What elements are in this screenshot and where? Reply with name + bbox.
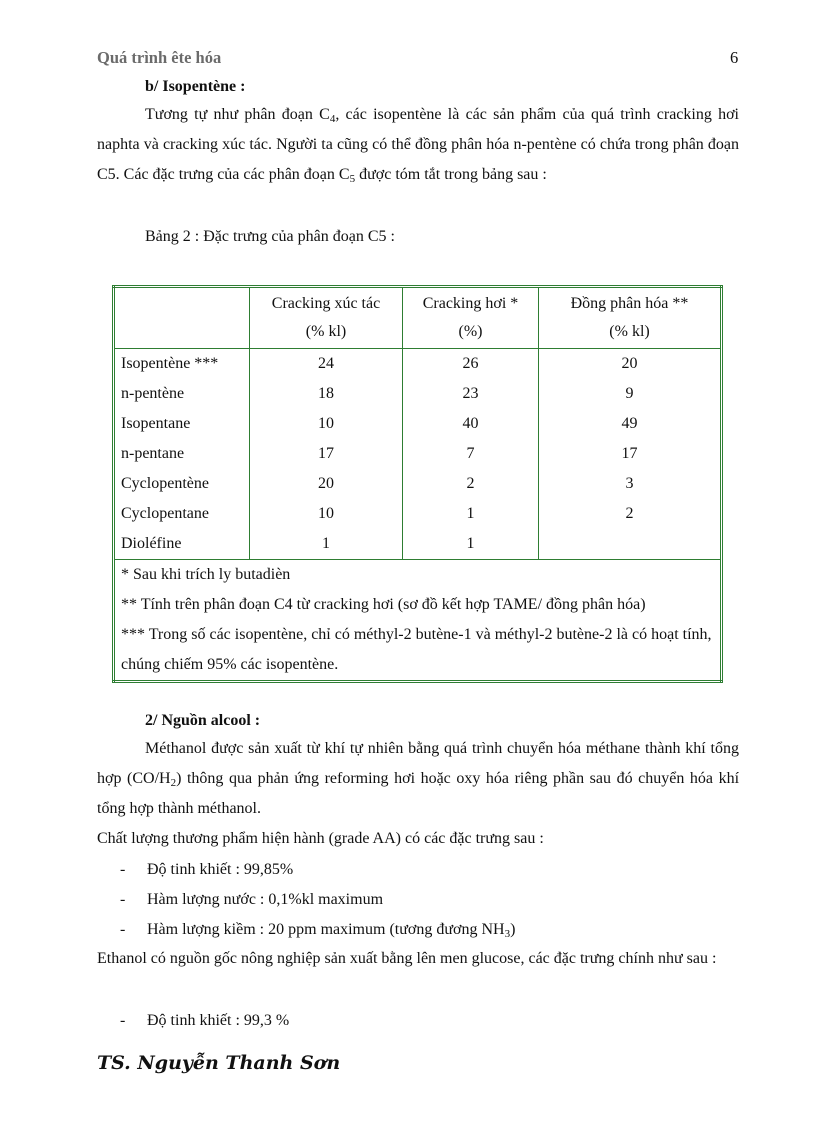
- page-number: 6: [730, 48, 739, 67]
- cell-value: 10: [250, 409, 403, 439]
- cell-value: [539, 529, 722, 560]
- cell-value: 2: [403, 469, 539, 499]
- c5-characteristics-table: [112, 285, 723, 683]
- table-header-empty: [114, 287, 250, 349]
- row-label: Isopentane: [121, 415, 191, 432]
- table-header-row: [114, 287, 722, 349]
- row-label: n-pentène: [121, 385, 185, 402]
- cell-value: 18: [250, 379, 403, 409]
- bullet-item: - Hàm lượng kiềm : 20 ppm maximum (tương đương $NH_3$): [120, 921, 516, 940]
- cell-value: 23: [403, 379, 539, 409]
- table-row: [114, 439, 722, 469]
- row-label: Isopentène ***: [121, 355, 219, 372]
- cell-value: 2: [539, 499, 722, 529]
- cell-value: 1: [250, 529, 403, 560]
- row-label: n-pentane: [121, 445, 185, 462]
- cell-value: 1: [403, 529, 539, 560]
- cell-value: 17: [250, 439, 403, 469]
- cell-value: 26: [403, 349, 539, 380]
- cell-value: 9: [539, 379, 722, 409]
- table-caption: Bảng 2 : Đặc trưng của phân đoạn C5 :: [145, 228, 395, 245]
- cell-value: 49: [539, 409, 722, 439]
- bullet-item: - Độ tinh khiết : 99,85%: [120, 861, 294, 878]
- table-row: [114, 469, 722, 499]
- footer-author: TS. Nguyễn Thanh Sơn: [97, 1052, 341, 1074]
- row-label: Dioléfine: [114, 529, 250, 560]
- cell-value: 40: [403, 409, 539, 439]
- cell-value: 24: [250, 349, 403, 380]
- table-row: [114, 349, 722, 380]
- table-header-col2: Cracking hơi * (%): [403, 287, 539, 349]
- table-notes: [114, 560, 722, 682]
- cell-value: 20: [250, 469, 403, 499]
- section-heading-alcohol-source: 2/ Nguồn alcool :: [145, 712, 261, 729]
- table-row: [114, 409, 722, 439]
- table-header-col1: Cracking xúc tác (% kl): [250, 287, 403, 349]
- table-row: [114, 499, 722, 529]
- bullet-item: - Độ tinh khiết : 99,3 %: [120, 1012, 290, 1029]
- cell-value: 10: [250, 499, 403, 529]
- table-row: [114, 529, 722, 560]
- cell-value: 20: [539, 349, 722, 380]
- table-notes-row: [114, 560, 722, 682]
- table-header-col3: Đồng phân hóa ** (% kl): [539, 287, 722, 349]
- cell-value: 17: [539, 439, 722, 469]
- section-heading-isopentene: b/ Isopentène :: [145, 78, 246, 95]
- cell-value: 3: [539, 469, 722, 499]
- table-note: * Sau khi trích ly butadièn: [121, 566, 291, 583]
- paragraph-methanol: Méthanol được sản xuất từ khí tự nhiên bằng quá trình chuyển hóa méthane thành khí tổng hợp $(CO/H_2)$ thông qua phản ứng reforming hơi hoặc oxy hóa riêng phần sau đó chuyển hóa khí tổng hợp thành méthanol.: [97, 740, 740, 817]
- bullet-item: - Hàm lượng nước : 0,1%kl maximum: [120, 891, 384, 908]
- paragraph-ethanol: Ethanol có nguồn gốc nông nghiệp sản xuất bằng lên men glucose, các đặc trưng chính như sau :: [97, 950, 717, 967]
- cell-value: 7: [403, 439, 539, 469]
- row-label: Cyclopentène: [121, 475, 209, 492]
- table-note: *** Trong số các isopentène, chỉ có méthyl-2 butène-1 và méthyl-2 butène-2 là có hoạt tính, chúng chiếm 95% các isopentène.: [121, 626, 712, 673]
- cell-value: 1: [403, 499, 539, 529]
- row-label: Cyclopentane: [121, 505, 209, 522]
- paragraph-isopentene: Tương tự như phân đoạn $C_4$, các isopentène là các sản phẩm của quá trình cracking hơi naphta và cracking xúc tác. Người ta cũng có thể đồng phân hóa n-pentène có chứa trong phân đoạn C5. Các đặc trưng của các phân đoạn $C_5$ được tóm tắt trong bảng sau :: [97, 106, 739, 185]
- running-header-title: Quá trình ête hóa: [97, 48, 222, 67]
- quality-intro: Chất lượng thương phẩm hiện hành (grade AA) có các đặc trưng sau :: [97, 830, 544, 847]
- table-row: [114, 379, 722, 409]
- table-note: ** Tính trên phân đoạn C4 từ cracking hơi (sơ đồ kết hợp TAME/ đồng phân hóa): [121, 596, 646, 613]
